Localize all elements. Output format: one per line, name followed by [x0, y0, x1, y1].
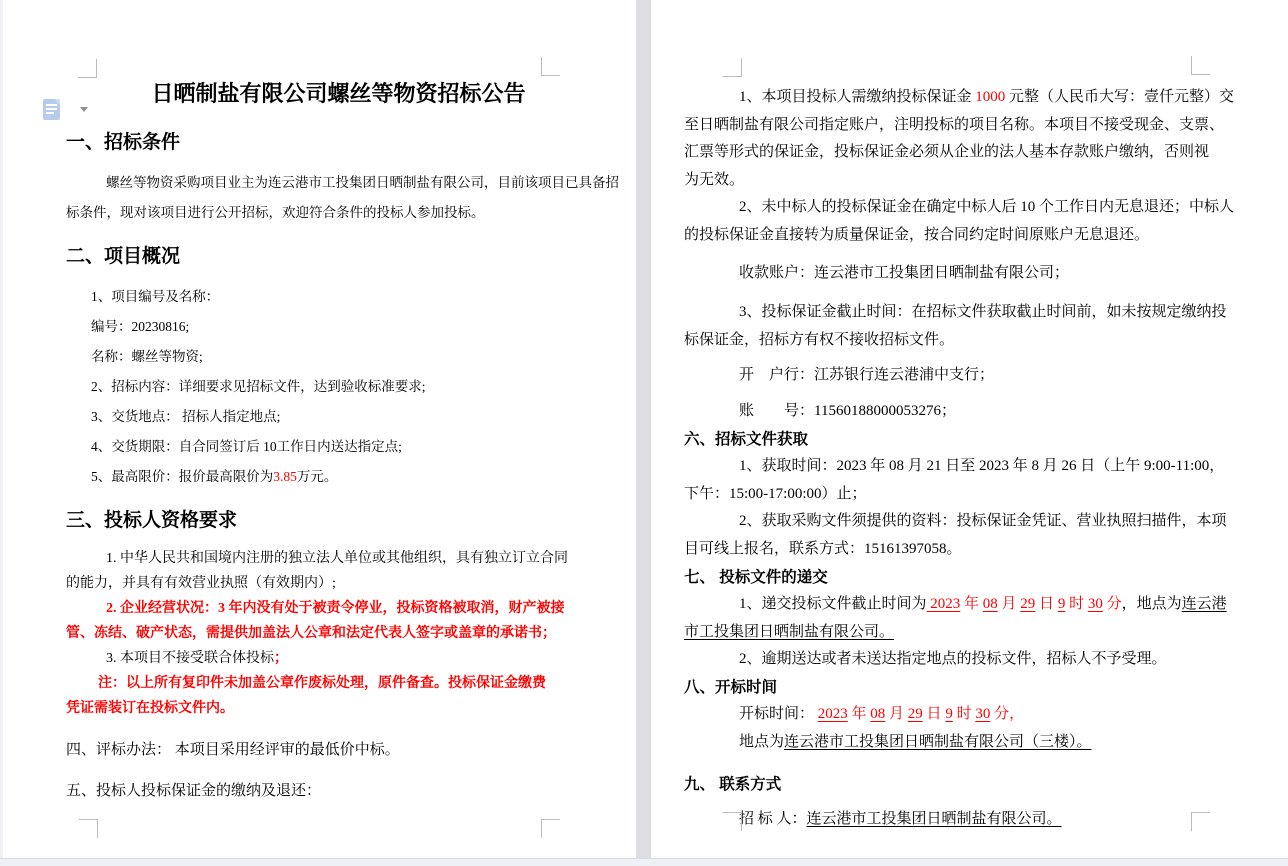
text-line: [684, 701, 1284, 729]
text-run: 九、 联系方式: [684, 775, 782, 793]
page-2-content: [651, 0, 1284, 834]
text-line: [684, 299, 1284, 327]
text-line: [66, 696, 628, 721]
text-line: [684, 508, 1284, 536]
text-run: ；: [274, 651, 288, 666]
text-line: [684, 260, 1284, 288]
text-block: [684, 84, 1284, 426]
crop-mark-bottom-right-page1: [541, 819, 560, 838]
text-block: [66, 546, 628, 721]
text-line: [66, 168, 628, 198]
text-run: 七、 投标文件的递交: [684, 568, 828, 586]
paste-options-button[interactable]: [40, 97, 92, 123]
text-run: 凭证需装订在投标文件内。: [66, 701, 234, 716]
text-line: [66, 596, 628, 621]
text-run: 市工投集团日晒制盐有限公司。: [684, 623, 895, 640]
text-line: [684, 591, 1284, 619]
text-block: [66, 244, 628, 270]
text-block: [66, 78, 628, 110]
text-run: 2023: [817, 706, 848, 723]
text-block: [684, 426, 1284, 454]
text-block: [684, 674, 1284, 702]
crop-mark-bottom-left-page2: [723, 812, 742, 831]
page-2: [651, 0, 1288, 858]
text-run: 29: [907, 706, 923, 723]
text-line: [684, 362, 1284, 390]
text-line: [66, 78, 611, 110]
text-line: [66, 244, 628, 270]
text-line: [684, 398, 1284, 426]
text-run: 年: [847, 706, 871, 723]
text-run: 八、开标时间: [684, 678, 778, 696]
text-run: 连云港市工投集团日晒制盐有限公司。: [806, 811, 1062, 828]
text-run: 9: [945, 706, 953, 723]
text-block: [684, 453, 1284, 563]
text-line: [66, 671, 628, 696]
crop-mark-top-left-page2: [723, 58, 742, 77]
text-run: 的能力，并具有有效营业执照（有效期内）;: [66, 576, 336, 591]
text-run: 万元。: [296, 469, 338, 484]
text-run: 9: [1057, 596, 1066, 613]
text-run: 2、招标内容：详细要求见招标文件，达到验收标准要求;: [91, 379, 426, 394]
text-run: 2、逾期送达或者未送达指定地点的投标文件，招标人不予受理。: [739, 651, 1167, 668]
text-run: 1、本项目投标人需缴纳投标保证金: [739, 89, 976, 105]
text-run: 2、获取采购文件须提供的资料：投标保证金凭证、营业执照扫描件，本项: [739, 513, 1227, 530]
crop-mark-top-left-page1: [78, 59, 97, 78]
text-run: 时: [952, 706, 976, 723]
text-run: 月: [885, 706, 908, 723]
text-line: [66, 546, 628, 571]
text-line: [91, 372, 628, 402]
text-line: [684, 112, 1284, 140]
text-run: 30: [975, 706, 991, 723]
text-run: 连云港市工投集团日晒制盐有限公司（三楼）。: [784, 734, 1092, 751]
text-run: 收款账户：连云港市工投集团日晒制盐有限公司；: [739, 264, 1070, 281]
text-run: 日: [1035, 596, 1058, 613]
text-run: 分: [990, 706, 1010, 723]
text-line: [66, 508, 628, 534]
text-line: [91, 342, 628, 372]
text-run: 1、项目编号及名称：: [91, 289, 220, 304]
text-block: [684, 771, 1284, 799]
text-run: 标条件，现对该项目进行公开招标，欢迎符合条件的投标人参加投标。: [66, 205, 485, 220]
text-run: 名称：螺丝等物资;: [91, 349, 203, 364]
text-run: 为无效。: [684, 171, 745, 188]
text-line: [684, 194, 1284, 222]
text-block: [684, 564, 1284, 592]
text-line: [66, 198, 628, 228]
text-run: 开标时间：: [739, 706, 818, 723]
text-run: 下午：15:00-17:00:00）止；: [684, 485, 867, 502]
text-line: [684, 729, 1284, 757]
text-run: ，地点为: [1121, 596, 1182, 613]
page-1-content: [3, 0, 628, 803]
text-run: 2、未中标人的投标保证金在确定中标人后 10 个工作日内无息退还；中标人: [739, 199, 1235, 216]
clipboard-paste-icon: [40, 97, 64, 128]
text-block: [684, 701, 1284, 756]
text-run: 月: [997, 596, 1021, 613]
text-run: 2023: [926, 596, 961, 613]
text-line: [66, 130, 628, 156]
text-run: 日晒制盐有限公司螺丝等物资招标公告: [151, 81, 526, 106]
crop-mark-top-right-page2: [1191, 56, 1210, 75]
text-run: 30: [1087, 596, 1103, 613]
text-line: [684, 453, 1284, 481]
text-line: [684, 481, 1284, 509]
chevron-down-icon: [80, 107, 88, 112]
text-run: 分: [1102, 596, 1122, 613]
text-block: [66, 168, 628, 228]
text-block: [66, 508, 628, 534]
text-line: [684, 167, 1284, 195]
text-line: [684, 426, 1284, 454]
text-run: 3、投标保证金截止时间：在招标文件获取截止时间前，如未按规定缴纳投: [739, 304, 1227, 321]
text-run: 2. 企业经营状况：3 年内没有处于被责令停业，投标资格被取消，财产被接: [106, 601, 565, 616]
text-run: 29: [1020, 596, 1036, 613]
text-run: 开 户行：江苏银行连云港浦中支行；: [739, 367, 995, 384]
text-line: [66, 779, 628, 803]
text-run: 招 标 人：: [739, 811, 807, 828]
text-run: 目可线上报名，联系方式：15161397058。: [684, 540, 962, 557]
text-line: [91, 282, 628, 312]
text-line: [684, 564, 1284, 592]
page-1: [3, 0, 636, 858]
text-run: 08: [982, 596, 998, 613]
text-line: [684, 646, 1284, 674]
text-line: [66, 738, 628, 762]
text-run: 地点为: [739, 734, 785, 751]
text-block: [66, 130, 628, 156]
text-run: 三、投标人资格要求: [66, 510, 238, 531]
text-block: [66, 779, 628, 803]
text-run: 汇票等形式的保证金，投标保证金必须从企业的法人基本存款账户缴纳，否则视: [684, 144, 1210, 161]
text-line: [684, 619, 1284, 647]
text-run: 年: [960, 596, 983, 613]
text-run: 六、招标文件获取: [684, 430, 809, 448]
text-line: [684, 222, 1284, 250]
crop-mark-bottom-left-page1: [79, 819, 98, 838]
text-run: 3、交货地点： 招标人指定地点;: [91, 409, 281, 424]
text-line: [684, 139, 1284, 167]
page-separator: [636, 0, 651, 858]
text-run: 3.85: [273, 469, 297, 484]
text-line: [66, 621, 628, 646]
text-line: [684, 327, 1284, 355]
text-run: 注：以上所有复印件未加盖公章作废标处理，原件备查。投标保证金缴费: [98, 676, 546, 691]
text-run: 四、评标办法： 本项目采用经评审的最低价中标。: [66, 742, 400, 758]
text-run: 1、递交投标文件截止时间为: [739, 596, 927, 613]
text-run: 标保证金，招标方有权不接收招标文件。: [684, 331, 955, 348]
text-line: [684, 84, 1284, 112]
text-line: [91, 432, 628, 462]
text-run: 1000: [975, 89, 1006, 105]
text-run: 时: [1065, 596, 1088, 613]
text-line: [684, 674, 1284, 702]
text-run: 4、交货期限：自合同签订后 10工作日内送达指定点;: [91, 439, 402, 454]
text-run: 二、项目概况: [66, 246, 181, 267]
text-run: 5、最高限价：报价最高限价为: [91, 469, 274, 484]
text-run: 一、招标条件: [66, 132, 181, 153]
text-run: ，: [1009, 706, 1025, 723]
crop-mark-bottom-right-page2: [1191, 812, 1210, 831]
text-run: 3. 本项目不接受联合体投标: [106, 651, 274, 666]
text-line: [66, 646, 628, 671]
text-line: [91, 462, 628, 492]
text-run: 管、冻结、破产状态，需提供加盖法人公章和法定代表人签字或盖章的承诺书；: [66, 626, 556, 641]
text-run: 五、投标人投标保证金的缴纳及退还：: [66, 783, 322, 799]
text-line: [91, 312, 628, 342]
text-run: 1. 中华人民共和国境内注册的独立法人单位或其他组织，具有独立订立合同: [106, 551, 568, 566]
text-run: 1、获取时间：2023 年 08 月 21 日至 2023 年 8 月 26 日（上午 9:00-11:00，: [739, 458, 1225, 475]
text-block: [66, 282, 628, 492]
text-line: [66, 571, 628, 596]
text-run: 至日晒制盐有限公司指定账户，注明投标的项目名称。本项目不接受现金、支票、: [684, 116, 1225, 133]
text-run: 螺丝等物资采购项目业主为连云港市工投集团日晒制盐有限公司，目前该项目已具备招: [106, 175, 619, 190]
text-run: 连云港: [1181, 596, 1227, 613]
text-run: 编号：20230816;: [91, 319, 190, 334]
text-run: 日: [922, 706, 946, 723]
text-run: 08: [870, 706, 886, 723]
text-run: 的投标保证金直接转为质量保证金，按合同约定时间原账户无息退还。: [684, 226, 1150, 243]
crop-mark-top-right-page1: [541, 57, 560, 76]
text-line: [91, 402, 628, 432]
text-block: [66, 738, 628, 762]
text-run: 账 号：11560188000053276；: [739, 402, 956, 419]
text-run: 元整（人民币大写：壹仟元整）交: [1005, 89, 1235, 105]
text-line: [684, 536, 1284, 564]
text-block: [684, 591, 1284, 674]
text-line: [684, 771, 1284, 799]
